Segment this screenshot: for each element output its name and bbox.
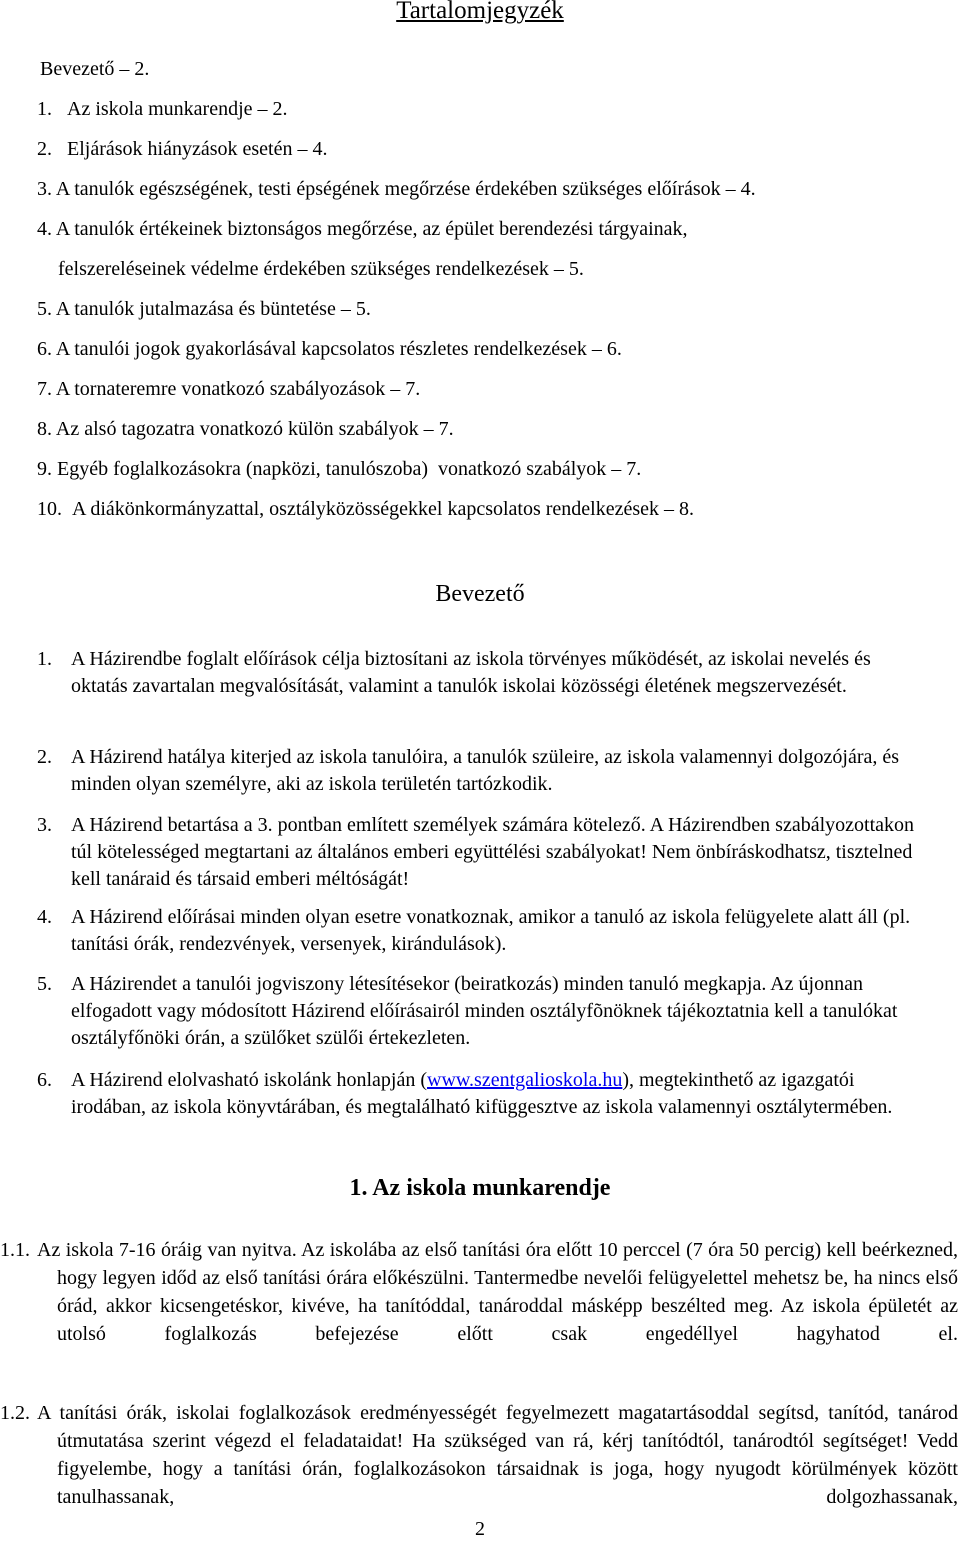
- page-number: 2: [475, 1518, 485, 1540]
- rule-item-text: Az iskola 7-16 óráig van nyitva. Az iskolába az első tanítási óra előtt 10 perccel (7 óra 50 percig) kell beérkezned, hogy legyen időd az első tanítási órára előkészülni. Tantermedbe nevelői felügyelettel mehetsz be, ha nincs első órád, akkor kicsengetéskor, kivéve, ha tanítóddal, tanároddal másképp beszélted meg. Az iskola épületét az utolsó foglalkozás befejezése előtt csak engedéllyel hagyhatod el.: [37, 1239, 958, 1345]
- toc-entry-1[interactable]: 1. Az iskola munkarendje – 2.: [37, 98, 288, 120]
- intro-item: [37, 646, 927, 700]
- toc-entry-6[interactable]: 6. A tanulói jogok gyakorlásával kapcsolatos részletes rendelkezések – 6.: [37, 338, 622, 360]
- rule-item-number: 1.2.: [0, 1402, 30, 1424]
- toc-entry-4-cont[interactable]: felszereléseinek védelme érdekében szükséges rendelkezések – 5.: [58, 258, 584, 280]
- intro-item-number: 1.: [37, 648, 52, 670]
- intro-item: [37, 1067, 927, 1121]
- school-website-link[interactable]: www.szentgalioskola.hu: [427, 1069, 623, 1091]
- rule-item: [0, 1399, 958, 1511]
- intro-item: [37, 812, 927, 893]
- intro-item-number: 3.: [37, 814, 52, 836]
- intro-item-number: 2.: [37, 746, 52, 768]
- toc-entry-3[interactable]: 3. A tanulók egészségének, testi épségének megőrzése érdekében szükséges előírások – 4.: [37, 178, 756, 200]
- intro-item-text: A Házirend betartása a 3. pontban említett személyek számára kötelező. A Házirendben szabályozottakon túl kötelességed megtartani az általános emberi együttélési szabályokat! Nem önbíráskodhatsz, tisztelned kell tanáraid és társaid emberi méltóságát!: [71, 814, 914, 890]
- intro-item-text: A Házirendet a tanulói jogviszony létesítésekor (beiratkozás) minden tanuló megkapja. Az újonnan elfogadott vagy módosított Házirend előírásairól minden osztályfõnöknek tájékoztatnia kell a tanulókat osztályfőnöki órán, a szülőket szülői értekezleten.: [71, 973, 898, 1049]
- toc-entry-intro[interactable]: Bevezető – 2.: [40, 58, 150, 80]
- intro-heading: Bevezető: [435, 581, 525, 607]
- intro-item-text: A Házirend elolvasható iskolánk honlapján (www.szentgalioskola.hu), megtekinthető az igazgatói irodában, az iskola könyvtárában, és megtalálható kifüggesztve az iskola valamennyi osztálytermében.: [71, 1069, 893, 1118]
- toc-title: Tartalomjegyzék: [396, 0, 564, 24]
- rule-item: [0, 1236, 958, 1348]
- toc-entry-4[interactable]: 4. A tanulók értékeinek biztonságos megőrzése, az épület berendezési tárgyainak,: [37, 218, 688, 240]
- intro-item-text: A Házirend előírásai minden olyan esetre vonatkoznak, amikor a tanuló az iskola felügyelete alatt áll (pl. tanítási órák, rendezvények, versenyek, kirándulások).: [71, 906, 911, 955]
- intro-item-text: A Házirend hatálya kiterjed az iskola tanulóira, a tanulók szüleire, az iskola valamennyi dolgozójára, és minden olyan személyre, aki az iskola területén tartózkodik.: [71, 746, 900, 795]
- toc-entry-5[interactable]: 5. A tanulók jutalmazása és büntetése – 5.: [37, 298, 371, 320]
- intro-item-number: 4.: [37, 906, 52, 928]
- section1-heading: 1. Az iskola munkarendje: [349, 1175, 611, 1201]
- toc-entry-2[interactable]: 2. Eljárások hiányzások esetén – 4.: [37, 138, 328, 160]
- rule-item-text: A tanítási órák, iskolai foglalkozások eredményességét fegyelmezett magatartásoddal segítsd, tanítód, tanárod útmutatása szerint végezd el feladataidat! Ha szükséged van rá, kérj tanítódtól, tanárodtól segítséget! Vedd figyelembe, hogy a tanítási órán, foglalkozásokon társaidnak is joga, hogy nyugodt körülmények között tanulhassanak, dolgozhassanak,: [37, 1402, 958, 1508]
- intro-item-number: 5.: [37, 973, 52, 995]
- intro-item: [37, 744, 927, 798]
- intro-item-text: A Házirendbe foglalt előírások célja biztosítani az iskola törvényes működését, az iskolai nevelés és oktatás zavartalan megvalósítását, valamint a tanulók iskolai közösségi életének megszervezését.: [71, 648, 871, 697]
- intro-item: [37, 904, 927, 958]
- toc-entry-10[interactable]: 10. A diákönkormányzattal, osztályközösségekkel kapcsolatos rendelkezések – 8.: [37, 498, 695, 520]
- rule-item-number: 1.1.: [0, 1239, 30, 1261]
- toc-entry-7[interactable]: 7. A tornateremre vonatkozó szabályozások – 7.: [37, 378, 421, 400]
- toc-entry-8[interactable]: 8. Az alsó tagozatra vonatkozó külön szabályok – 7.: [37, 418, 454, 440]
- intro-item-number: 6.: [37, 1069, 52, 1091]
- intro-item: [37, 971, 927, 1052]
- toc-entry-9[interactable]: 9. Egyéb foglalkozásokra (napközi, tanulószoba) vonatkozó szabályok – 7.: [37, 458, 642, 480]
